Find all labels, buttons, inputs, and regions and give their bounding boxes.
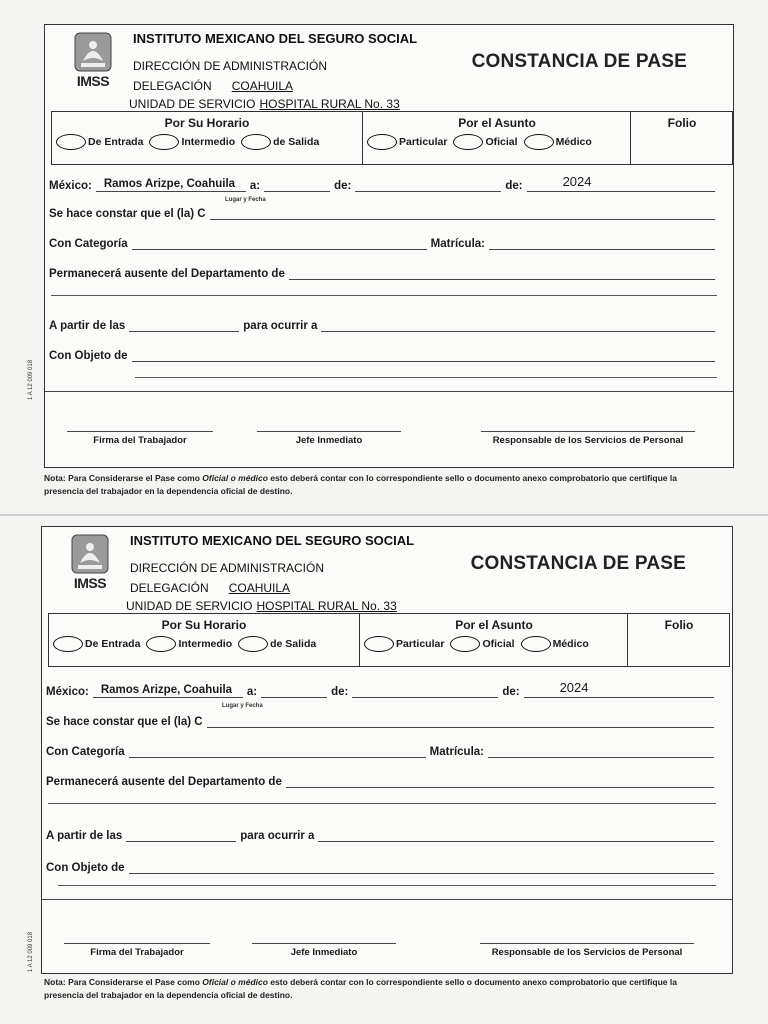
objeto-label: Con Objeto de: [49, 350, 128, 362]
delegacion: [130, 581, 290, 595]
radio-oval-icon[interactable]: [524, 134, 554, 150]
departamento-row: [46, 773, 718, 788]
institution-name: INSTITUTO MEXICANO DEL SEGURO SOCIAL: [133, 31, 418, 46]
horario-header: Por Su Horario: [164, 116, 250, 130]
departamento-line-2[interactable]: [51, 295, 717, 296]
asunto-header: Por el Asunto: [458, 116, 536, 130]
form-frame: [44, 24, 734, 468]
destino-field[interactable]: [321, 317, 715, 332]
institution-name: INSTITUTO MEXICANO DEL SEGURO SOCIAL: [130, 533, 415, 548]
nota-emphasis: Oficial o médico: [202, 977, 268, 987]
objeto-field[interactable]: [132, 347, 715, 362]
destino-field[interactable]: [318, 827, 714, 842]
horario-header: Por Su Horario: [161, 618, 247, 632]
delegacion: [133, 79, 293, 93]
option-label: De Entrada: [85, 638, 141, 650]
lugar-field[interactable]: [96, 177, 246, 192]
apartir-row: [49, 317, 719, 332]
ocurrir-label: para ocurrir a: [243, 320, 318, 332]
delegacion-label: DELEGACIÓN: [130, 581, 209, 595]
option-particular[interactable]: [364, 636, 444, 652]
direccion-label: DIRECCIÓN DE ADMINISTRACIÓN: [133, 59, 328, 73]
option-label: De Entrada: [88, 136, 144, 148]
hace-constar-label: Se hace constar que el (la) C: [49, 208, 206, 220]
apartir-label: A partir de las: [49, 320, 126, 332]
delegacion-value: COAHUILA: [228, 581, 291, 595]
matricula-field[interactable]: [488, 743, 714, 758]
de2-label: de:: [505, 180, 523, 192]
lugar-value: Ramos Arizpe, Coahuila: [103, 178, 236, 190]
categoria-row: [49, 235, 719, 250]
firma-trabajador[interactable]: [67, 431, 213, 446]
year-value: 2024: [562, 174, 592, 189]
objeto-line-2[interactable]: [58, 885, 716, 886]
permanecera-label: Permanecerá ausente del Departamento de: [46, 776, 282, 788]
folio-section[interactable]: [630, 112, 733, 164]
mes-field[interactable]: [355, 177, 501, 192]
objeto-row: [46, 859, 718, 874]
lugar-fecha-sublabel: Lugar y Fecha: [222, 703, 263, 709]
radio-oval-icon[interactable]: [364, 636, 394, 652]
year-value: 2024: [559, 680, 589, 695]
objeto-label: Con Objeto de: [46, 862, 125, 874]
asunto-section: [362, 112, 631, 164]
radio-oval-icon[interactable]: [238, 636, 268, 652]
option-label: de Salida: [273, 136, 320, 148]
radio-oval-icon[interactable]: [450, 636, 480, 652]
imss-eagle-icon: [69, 31, 117, 73]
constancia-copy-2: [0, 512, 768, 1024]
firma-responsable[interactable]: [480, 943, 694, 958]
folio-label: Folio: [667, 116, 697, 130]
dia-field[interactable]: [261, 683, 327, 698]
firma-trabajador[interactable]: [64, 943, 210, 958]
nota-text: [44, 472, 704, 498]
matricula-label: Matrícula:: [430, 238, 485, 250]
option-label: Médico: [552, 638, 589, 650]
nota-part-1: Nota: Para Considerarse el Pase como: [44, 977, 203, 987]
a-label: a:: [249, 180, 261, 192]
mes-field[interactable]: [352, 683, 498, 698]
departamento-field[interactable]: [286, 773, 714, 788]
option-medico[interactable]: [521, 636, 589, 652]
form-code: 1 A 12 009 018: [28, 359, 34, 400]
categoria-label: Con Categoría: [46, 746, 125, 758]
nota-part-2: esto deberá contar con lo correspondiente sello o documento anexo comprobatorio que certifique la presencia del trabajador en la dependencia oficial de destino.: [44, 977, 677, 1000]
unidad-servicio: [129, 97, 400, 111]
unidad-label: UNIDAD DE SERVICIO: [126, 599, 253, 613]
folio-section[interactable]: [627, 614, 730, 666]
radio-oval-icon[interactable]: [367, 134, 397, 150]
dia-field[interactable]: [264, 177, 330, 192]
de-label: de:: [334, 180, 352, 192]
categoria-row: [46, 743, 718, 758]
radio-oval-icon[interactable]: [146, 636, 176, 652]
option-de-salida[interactable]: [241, 134, 319, 150]
option-label: Oficial: [482, 638, 515, 650]
categoria-field[interactable]: [129, 743, 426, 758]
apartir-row: [46, 827, 718, 842]
imss-logo-text: IMSS: [76, 73, 110, 89]
departamento-field[interactable]: [289, 265, 715, 280]
direccion-label: DIRECCIÓN DE ADMINISTRACIÓN: [130, 561, 325, 575]
firma-trabajador-label: Firma del Trabajador: [93, 435, 187, 446]
de-label: de:: [331, 686, 349, 698]
horario-section: [52, 112, 362, 164]
option-intermedio[interactable]: [146, 636, 232, 652]
radio-oval-icon[interactable]: [453, 134, 483, 150]
objeto-row: [49, 347, 719, 362]
form-code: 1 A 12 009 018: [28, 931, 34, 972]
option-particular[interactable]: [367, 134, 447, 150]
matricula-label: Matrícula:: [429, 746, 484, 758]
firma-jefe[interactable]: [252, 943, 396, 958]
radio-oval-icon[interactable]: [241, 134, 271, 150]
form-title: CONSTANCIA DE PASE: [471, 51, 687, 72]
radio-oval-icon[interactable]: [521, 636, 551, 652]
asunto-header: Por el Asunto: [455, 618, 533, 632]
unidad-servicio: [126, 599, 397, 613]
anio-field[interactable]: [527, 174, 715, 192]
imss-logo: [66, 533, 114, 593]
option-oficial[interactable]: [453, 134, 517, 150]
horario-section: [49, 614, 359, 666]
option-medico[interactable]: [524, 134, 592, 150]
option-de-entrada[interactable]: [53, 636, 140, 652]
nota-emphasis: Oficial o médico: [202, 473, 268, 483]
option-label: Intermedio: [178, 638, 233, 650]
imss-logo-text: IMSS: [73, 575, 107, 591]
firma-trabajador-label: Firma del Trabajador: [90, 947, 184, 958]
nombre-field[interactable]: [210, 205, 715, 220]
firma-responsable[interactable]: [481, 431, 695, 446]
asunto-section: [359, 614, 628, 666]
unidad-value: HOSPITAL RURAL No. 33: [256, 599, 397, 613]
hora-field[interactable]: [126, 827, 236, 842]
firma-jefe-label: Jefe Inmediato: [295, 435, 363, 446]
objeto-field[interactable]: [129, 859, 714, 874]
option-label: Particular: [396, 638, 445, 650]
lugar-field[interactable]: [93, 683, 243, 698]
lugar-fecha-row: [49, 174, 719, 192]
anio-field[interactable]: [524, 680, 714, 698]
delegacion-label: DELEGACIÓN: [133, 79, 212, 93]
form-title: CONSTANCIA DE PASE: [470, 553, 686, 574]
option-oficial[interactable]: [450, 636, 514, 652]
option-label: Oficial: [485, 136, 518, 148]
nota-text: [44, 976, 704, 1002]
form-frame: [41, 526, 733, 974]
hora-field[interactable]: [129, 317, 239, 332]
nombre-field[interactable]: [207, 713, 714, 728]
categoria-field[interactable]: [132, 235, 427, 250]
imss-eagle-icon: [66, 533, 114, 575]
objeto-line-2[interactable]: [135, 377, 717, 378]
radio-oval-icon[interactable]: [56, 134, 86, 150]
mexico-label: México:: [49, 180, 92, 192]
nota-part-1: Nota: Para Considerarse el Pase como: [44, 473, 203, 483]
option-label: Intermedio: [181, 136, 236, 148]
delegacion-value: COAHUILA: [231, 79, 294, 93]
ocurrir-label: para ocurrir a: [240, 830, 315, 842]
nota-part-2: esto deberá contar con lo correspondiente sello o documento anexo comprobatorio que certifique la presencia del trabajador en la dependencia oficial de destino.: [44, 473, 677, 496]
folio-label: Folio: [664, 618, 694, 632]
matricula-field[interactable]: [489, 235, 715, 250]
nombre-row: [46, 713, 718, 728]
lugar-value: Ramos Arizpe, Coahuila: [100, 684, 233, 696]
options-box: [48, 613, 730, 667]
de2-label: de:: [502, 686, 520, 698]
categoria-label: Con Categoría: [49, 238, 128, 250]
unidad-label: UNIDAD DE SERVICIO: [129, 97, 256, 111]
option-label: Particular: [399, 136, 448, 148]
lugar-fecha-row: [46, 680, 718, 698]
option-label: Médico: [555, 136, 592, 148]
imss-logo: [69, 31, 117, 91]
departamento-line-2[interactable]: [48, 803, 716, 804]
option-de-entrada[interactable]: [56, 134, 143, 150]
nombre-row: [49, 205, 719, 220]
hace-constar-label: Se hace constar que el (la) C: [46, 716, 203, 728]
signature-separator: [42, 899, 732, 900]
options-box: [51, 111, 733, 165]
option-de-salida[interactable]: [238, 636, 316, 652]
mexico-label: México:: [46, 686, 89, 698]
permanecera-label: Permanecerá ausente del Departamento de: [49, 268, 285, 280]
firma-jefe[interactable]: [257, 431, 401, 446]
option-intermedio[interactable]: [149, 134, 235, 150]
departamento-row: [49, 265, 719, 280]
radio-oval-icon[interactable]: [53, 636, 83, 652]
firma-responsable-label: Responsable de los Servicios de Personal: [491, 947, 683, 958]
firma-responsable-label: Responsable de los Servicios de Personal: [492, 435, 684, 446]
unidad-value: HOSPITAL RURAL No. 33: [259, 97, 400, 111]
firma-jefe-label: Jefe Inmediato: [290, 947, 358, 958]
a-label: a:: [246, 686, 258, 698]
signature-separator: [45, 391, 733, 392]
radio-oval-icon[interactable]: [149, 134, 179, 150]
apartir-label: A partir de las: [46, 830, 123, 842]
lugar-fecha-sublabel: Lugar y Fecha: [225, 197, 266, 203]
option-label: de Salida: [270, 638, 317, 650]
